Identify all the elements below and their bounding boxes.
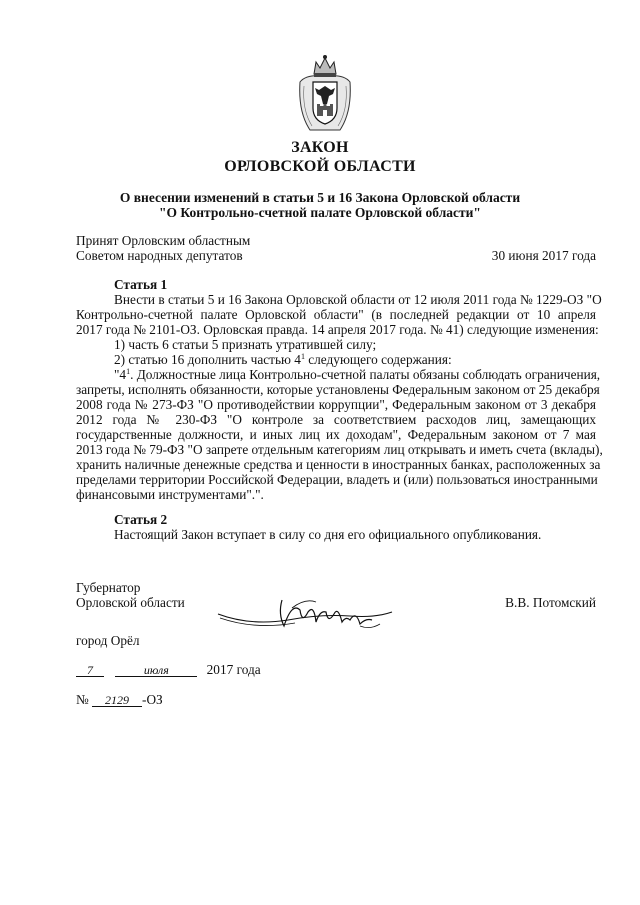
- article2-text: Настоящий Закон вступает в силу со дня его официального опубликования.: [114, 527, 542, 542]
- article2-heading: Статья 2: [114, 512, 168, 527]
- article1-line: 2017 года № 2101-ОЗ. Орловская правда. 14 апреля 2017 года. № 41) следующие изменения:: [76, 322, 599, 337]
- signatory-name: В.В. Потомский: [505, 595, 596, 610]
- article1-heading: Статья 1: [114, 277, 168, 292]
- quote-line: хранить наличные денежные средства и ценности в иностранных банках, расположенных за: [76, 457, 601, 472]
- document-title-line1: ЗАКОН: [291, 139, 349, 156]
- quote-line: государственные должности, и иных лиц их доходам", Федеральным законом от 7 мая: [76, 427, 596, 442]
- date-month: июля: [115, 664, 197, 677]
- adoption-date: 30 июня 2017 года: [491, 248, 596, 263]
- quote-line: 2013 года № 79-ФЗ "О запрете отдельным категориям лиц открывать и иметь счета (вклады),: [76, 442, 603, 457]
- signatory-position-line2: Орловской области: [76, 595, 185, 610]
- document-subtitle-line2: "О Контрольно-счетной палате Орловской области": [159, 205, 481, 220]
- adoption-line2: Советом народных депутатов: [76, 248, 243, 263]
- adoption-line1: Принят Орловским областным: [76, 233, 251, 248]
- document-subtitle-line1: О внесении изменений в статьи 5 и 16 Закона Орловской области: [119, 190, 521, 205]
- article1-item1: 1) часть 6 статьи 5 признать утратившей силу;: [114, 337, 377, 352]
- signatory-position-line1: Губернатор: [76, 580, 141, 595]
- orel-region-coat-of-arms-icon: [296, 52, 354, 134]
- quote-line: пределами территории Российской Федерации, владеть и (или) пользоваться иностранными: [76, 472, 598, 487]
- quote-line: 2012 года № 230-ФЗ "О контроле за соответствием расходов лиц, замещающих: [76, 412, 596, 427]
- quote-first-line: "$4^1$. Должностные лица Контрольно-счетной палаты обязаны соблюдать ограничения,: [114, 367, 601, 382]
- quote-line: запреты, исполнять обязанности, которые установлены Федеральным законом от 25 декабря: [76, 382, 600, 397]
- document-title-line2: ОРЛОВСКОЙ ОБЛАСТИ: [224, 158, 416, 175]
- law-number: № 2129 -ОЗ: [76, 692, 163, 707]
- quote-line: 2008 года № 273-ФЗ "О противодействии коррупции", Федеральным законом от 3 декабря: [76, 397, 596, 412]
- date-line: [76, 662, 261, 677]
- date-day: 7: [76, 664, 104, 677]
- date-year: 2017 года: [206, 662, 261, 677]
- law-number-value: 2129: [92, 694, 142, 707]
- article1-line: Контрольно-счетной палате Орловской области" (в последней редакции от 10 апреля: [76, 307, 596, 322]
- city: город Орёл: [76, 633, 140, 648]
- article1-item2: 2) статью 16 дополнить частью $4^1$ следующего содержания:: [114, 352, 452, 367]
- quote-last-line: финансовыми инструментами".".: [76, 487, 264, 502]
- handwritten-signature: [210, 590, 400, 640]
- article1-line: Внести в статьи 5 и 16 Закона Орловской области от 12 июля 2011 года № 1229-ОЗ "О: [114, 292, 602, 307]
